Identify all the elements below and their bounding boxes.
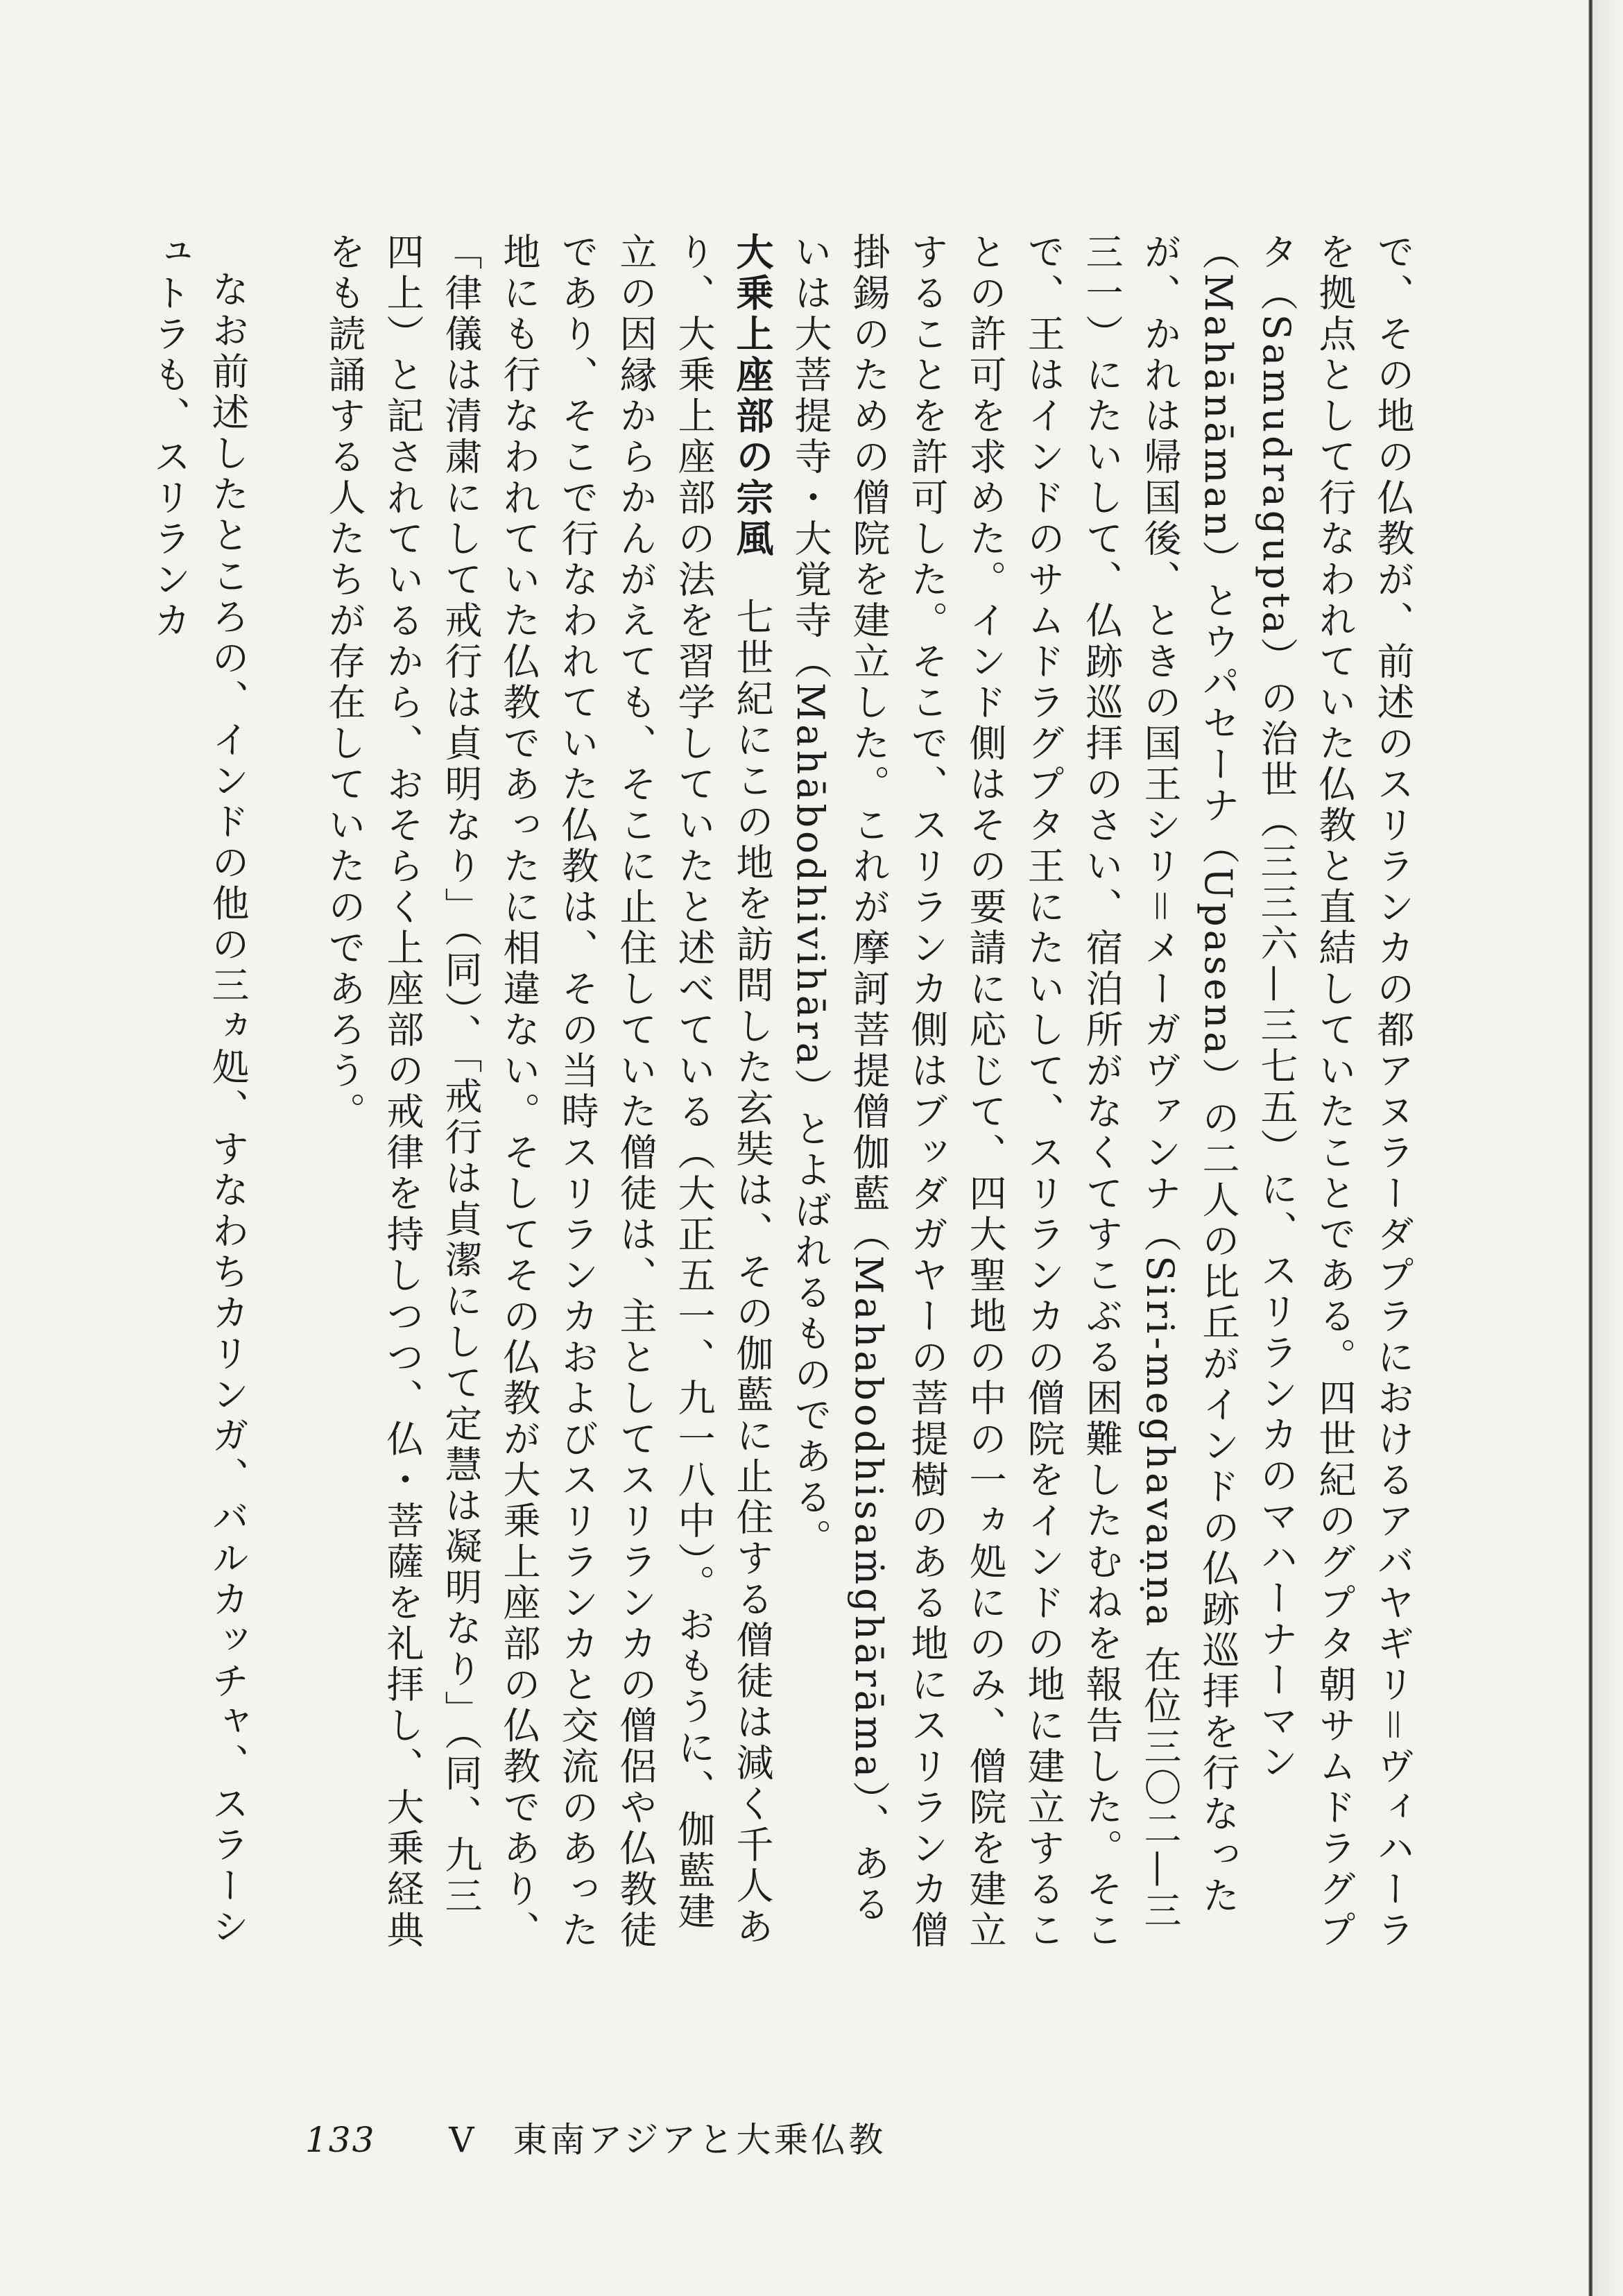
paragraph-3: なお前述したところの、インドの他の三ヵ処、すなわちカリンガ、バルカッチャ、スラーシュトラも、スリランカ	[148, 232, 250, 1948]
page-edge-shadow	[1592, 0, 1623, 2296]
paragraph-2-text: 七世紀にこの地を訪問した玄奘は、その伽藍に止住する僧徒は減く千人あり、大乗上座部の法を習学していたと述べている（大正五一、九一八中）。おもうに、伽藍建立の因縁からかんがえても、そこに止住していた僧徒は、主としてスリランカの僧侶や仏教徒であり、そこで行なわれていた仏教は、その当時スリランカおよびスリランカと交流のあった地にも行なわれていた仏教であったに相違ない。そしてその仏教が大乗上座部の仏教であり、「律儀は清粛にして戒行は貞明なり」（同）、「戒行は貞潔にして定慧は凝明なり」（同、九三四上）と記されているから、おそらく上座部の戒律を持しつつ、仏・菩薩を礼拝し、大乗経典をも読誦する人たちが存在していたのであろう。	[323, 232, 774, 1951]
paragraph-2	[315, 232, 781, 1953]
section-heading: 大乗上座部の宗風	[730, 232, 774, 560]
paragraph-1: で、その地の仏教が、前述のスリランカの都アヌラーダプラにおけるアバヤギリ＝ヴィハーラを拠点として行なわれていた仏教と直結していたことである。四世紀のグプタ朝サムドラグプタ（Samudragupta）の治世（三三六—三七五）に、スリランカのマハーナーマン（Mahānāman）とウパセーナ（Upasena）の二人の比丘がインドの仏跡巡拝を行なったが、かれは帰国後、ときの国王シリ＝メーガヴァンナ（Siri-meghavaṇṇa 在位三〇二—三三一）にたいして、仏跡巡拝のさい、宿泊所がなくてすこぶる困難したむねを報告した。そこで、王はインドのサムドラグプタ王にたいして、スリランカの僧院をインドの地に建立することの許可を求めた。インド側はその要請に応じて、四大聖地の中の一ヵ処にのみ、僧院を建立することを許可した。そこで、スリランカ側はブッダガヤーの菩提樹のある地にスリランカ僧掛錫のための僧院を建立した。これが摩訶菩提僧伽藍（Mahabodhisaṁghārāma）、あるいは大菩提寺・大覚寺（Mahābodhivihāra）とよばれるものである。	[789, 232, 1415, 1951]
page-footer	[305, 2112, 886, 2162]
page-number: 133	[305, 2120, 376, 2160]
chapter-title: 東南アジアと大乗仏教	[513, 2120, 886, 2160]
part-numeral: V	[449, 2120, 474, 2160]
vertical-text-body	[148, 232, 1422, 1953]
